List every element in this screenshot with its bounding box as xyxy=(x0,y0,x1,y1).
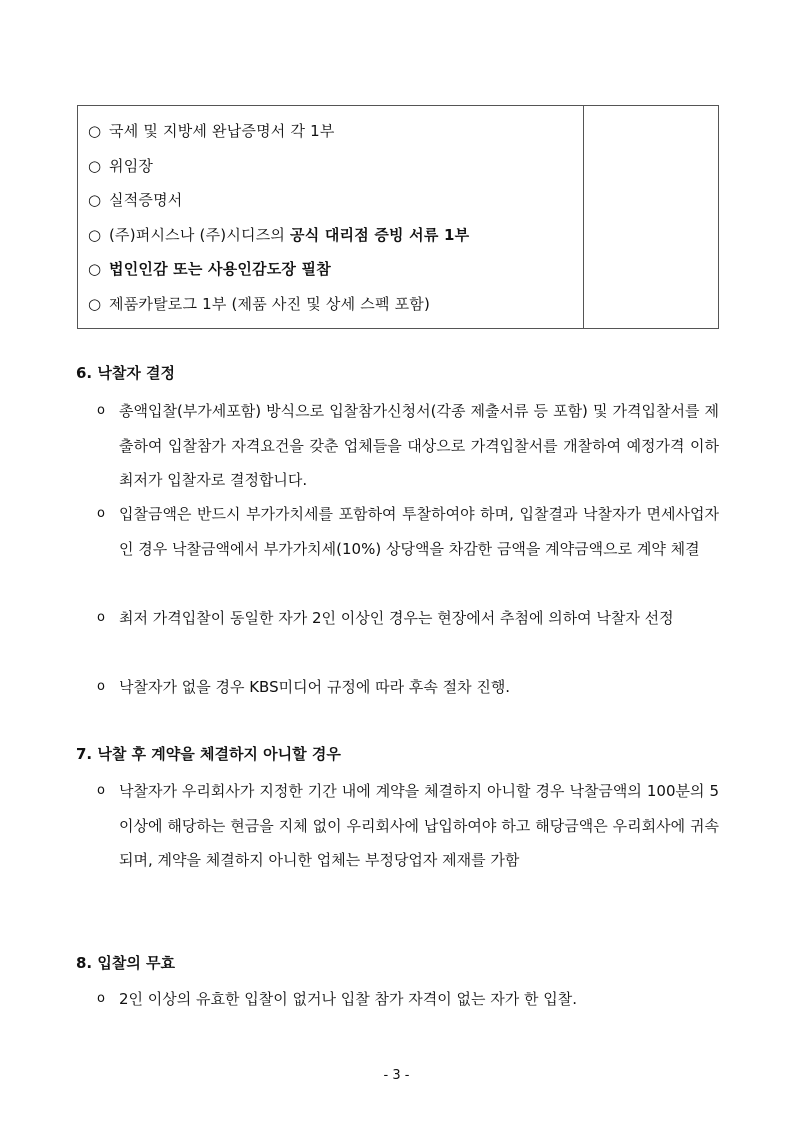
document-requirements-table xyxy=(77,105,719,329)
bullet-paragraph xyxy=(97,670,719,705)
paragraph-text: 낙찰자가 우리회사가 지정한 기간 내에 계약을 체결하지 아니할 경우 낙찰금액의 100분의 5 이상에 해당하는 현금을 지체 없이 우리회사에 납입하여야 하고 해당금액은 우리회사에 귀속되며, 계약을 체결하지 아니한 업체는 부정당업자 제재를 가함 xyxy=(119,782,719,869)
bullet-paragraph xyxy=(97,774,719,878)
section-title: 7. 낙찰 후 계약을 체결하지 아니할 경우 xyxy=(76,745,341,763)
circle-bullet-icon: ○ xyxy=(88,294,102,313)
circle-bullet-icon: ○ xyxy=(88,156,102,175)
circle-bullet-icon: ○ xyxy=(88,122,102,140)
list-item xyxy=(88,256,573,291)
bullet-paragraph xyxy=(97,982,719,1017)
bullet-mark-icon: o xyxy=(97,783,105,798)
item-text: 실적증명서 xyxy=(109,191,183,210)
bullet-mark-icon: o xyxy=(97,679,105,694)
circle-bullet-icon: ○ xyxy=(88,191,102,210)
table-column-divider xyxy=(583,106,584,328)
list-item xyxy=(88,222,573,257)
item-text-bold: 공식 대리점 증빙 서류 1부 xyxy=(290,225,470,244)
bullet-mark-icon: o xyxy=(97,991,105,1006)
list-item xyxy=(88,153,573,188)
bullet-paragraph xyxy=(97,497,719,566)
paragraph-text: 낙찰자가 없을 경우 KBS미디어 규정에 따라 후속 절차 진행. xyxy=(119,678,511,696)
item-text: 제품카탈로그 1부 (제품 사진 및 상세 스펙 포함) xyxy=(109,294,431,313)
circle-bullet-icon: ○ xyxy=(88,260,102,279)
item-text: 국세 및 지방세 완납증명서 각 1부 xyxy=(109,122,335,140)
paragraph-text: 총액입찰(부가세포함) 방식으로 입찰참가신청서(각종 제출서류 등 포함) 및 가격입찰서를 제출하여 입찰참가 자격요건을 갖춘 업체들을 대상으로 가격입찰서를 개찰하여 예정가격 이하 최저가 입찰자로 결정합니다. xyxy=(119,402,719,489)
section-title: 6. 낙찰자 결정 xyxy=(76,364,176,382)
bullet-paragraph xyxy=(97,601,719,636)
list-item xyxy=(88,291,573,326)
list-item xyxy=(88,187,573,222)
table-item-list xyxy=(88,118,573,326)
paragraph-text: 입찰금액은 반드시 부가가치세를 포함하여 투찰하여야 하며, 입찰결과 낙찰자가 면세사업자인 경우 낙찰금액에서 부가가치세(10%) 상당액을 차감한 금액을 계약금액으로 계약 체결 xyxy=(119,505,719,558)
bullet-paragraph xyxy=(97,394,719,498)
paragraph-text: 최저 가격입찰이 동일한 자가 2인 이상인 경우는 현장에서 추첨에 의하여 낙찰자 선정 xyxy=(119,609,674,627)
bullet-mark-icon: o xyxy=(97,506,105,521)
item-text: (주)퍼시스나 (주)시디즈의 xyxy=(109,225,291,244)
page-number: - 3 - xyxy=(383,1068,410,1083)
section-title: 8. 입찰의 무효 xyxy=(76,954,176,972)
list-item xyxy=(88,118,573,153)
item-text-bold: 법인인감 또는 사용인감도장 필참 xyxy=(109,260,331,279)
paragraph-text: 2인 이상의 유효한 입찰이 없거나 입찰 참가 자격이 없는 자가 한 입찰. xyxy=(119,990,577,1008)
circle-bullet-icon: ○ xyxy=(88,225,102,244)
item-text: 위임장 xyxy=(109,156,154,175)
bullet-mark-icon: o xyxy=(97,610,105,625)
bullet-mark-icon: o xyxy=(97,403,105,418)
